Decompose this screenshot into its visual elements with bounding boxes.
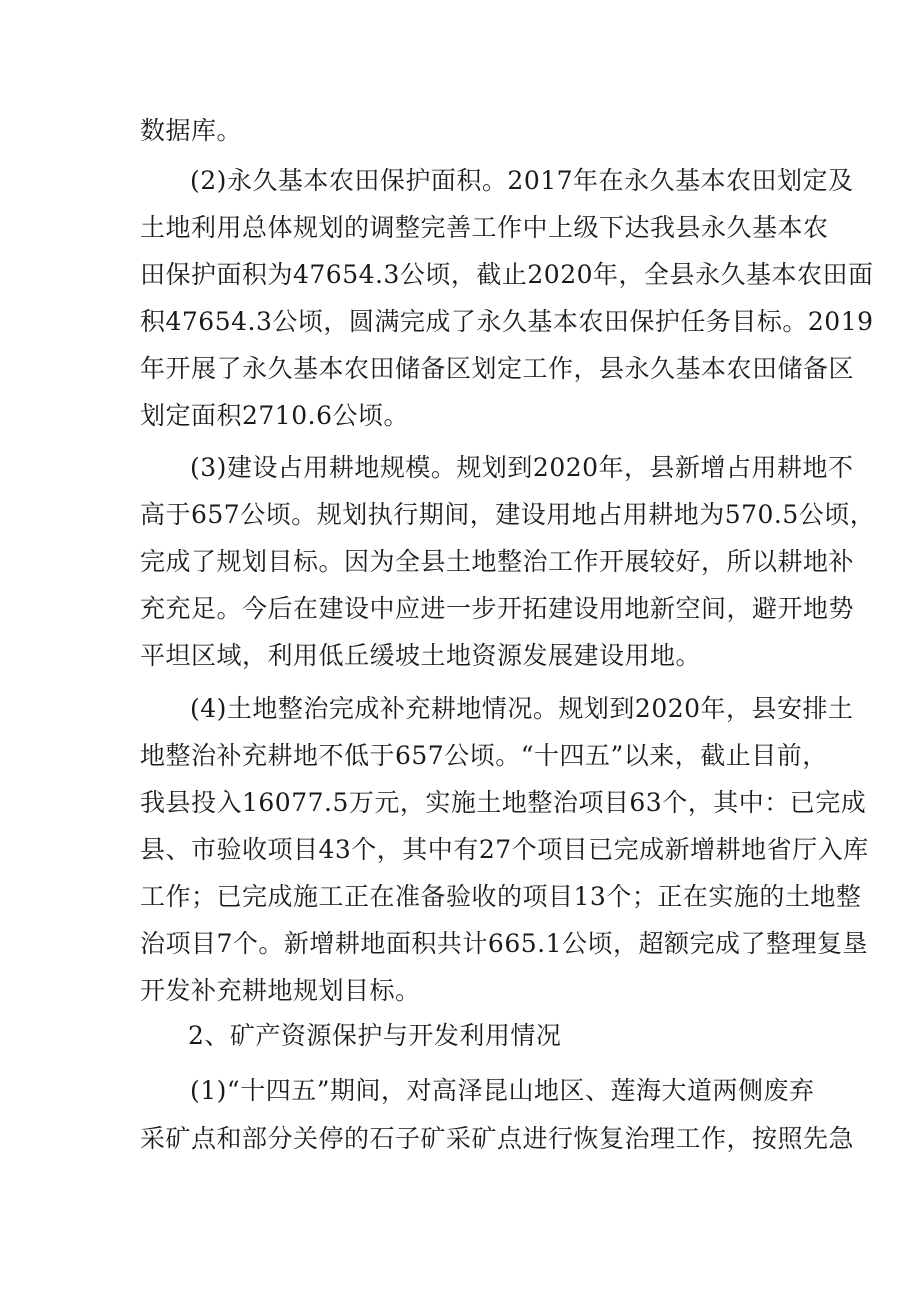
text-line: 年开展了永久基本农田储备区划定工作，县永久基本农田储备区 xyxy=(140,354,855,383)
text-line: 采矿点和部分关停的石子矿采矿点进行恢复治理工作，按照先急 xyxy=(140,1124,855,1153)
text-line: 平坦区域，利用低丘缓坡土地资源发展建设用地。 xyxy=(140,641,702,670)
text-line: 我县投入16077.5万元，实施土地整治项目63个，其中：已完成 xyxy=(140,788,867,817)
paragraph-start-line: (3)建设占用耕地规模。规划到2020年，县新增占用耕地不 xyxy=(190,453,854,482)
paragraph-start-line: (2)永久基本农田保护面积。2017年在永久基本农田划定及 xyxy=(190,166,854,195)
text-line: 高于657公顷。规划执行期间，建设用地占用耕地为570.5公顷， xyxy=(140,500,876,529)
section-heading: 2、矿产资源保护与开发利用情况 xyxy=(188,1021,562,1050)
paragraph-start-line: (4)土地整治完成补充耕地情况。规划到2020年，县安排土 xyxy=(190,694,854,723)
text-line: 完成了规划目标。因为全县土地整治工作开展较好，所以耕地补 xyxy=(140,547,855,576)
text-line: 地整治补充耕地不低于657公顷。“十四五”以来，截止目前， xyxy=(140,741,828,770)
text-line: 县、市验收项目43个，其中有27个项目已完成新增耕地省厅入库 xyxy=(140,835,869,864)
text-line: 治项目7个。新增耕地面积共计665.1公顷，超额完成了整理复垦 xyxy=(140,929,868,958)
text-line: 积47654.3公顷，圆满完成了永久基本农田保护任务目标。2019 xyxy=(140,307,874,336)
text-line: 充充足。今后在建设中应进一步开拓建设用地新空间，避开地势 xyxy=(140,594,855,623)
text-line: 开发补充耕地规划目标。 xyxy=(140,976,421,1005)
text-line: 田保护面积为47654.3公顷，截止2020年，全县永久基本农田面 xyxy=(140,260,874,289)
paragraph-start-line: (1)“十四五”期间，对高泽昆山地区、莲海大道两侧废弃 xyxy=(190,1076,815,1105)
text-line: 工作；已完成施工正在准备验收的项目13个；正在实施的土地整 xyxy=(140,882,862,911)
text-line: 划定面积2710.6公顷。 xyxy=(140,401,409,430)
text-line: 数据库。 xyxy=(140,116,243,145)
text-line: 土地利用总体规划的调整完善工作中上级下达我县永久基本农 xyxy=(140,213,829,242)
